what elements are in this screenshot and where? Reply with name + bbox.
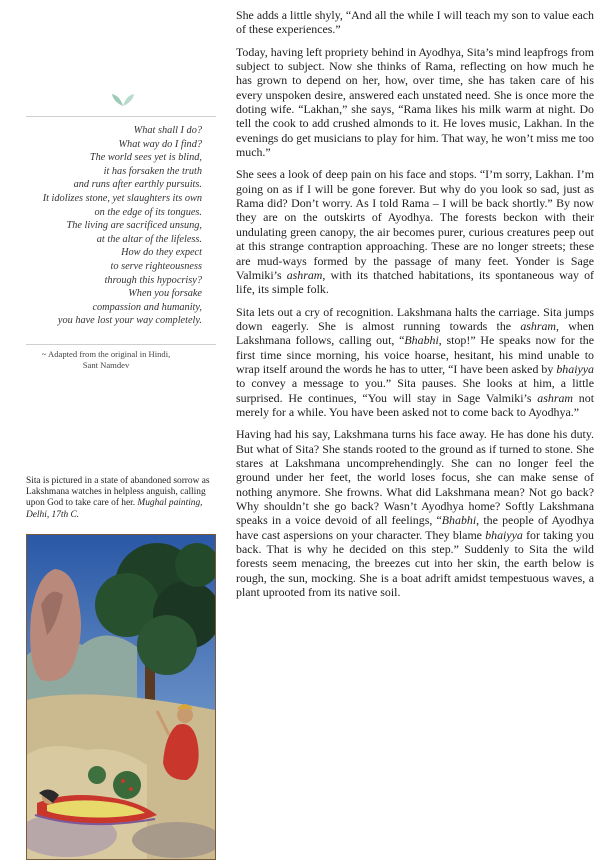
- italic-term: ashram: [286, 267, 323, 282]
- italic-term: bhaiyya: [556, 361, 594, 376]
- paragraph: [236, 8, 594, 37]
- poem-line: on the edge of its tongues.: [94, 206, 202, 218]
- poem-line: The world sees yet is blind,: [89, 152, 202, 164]
- poem-line: When you forsake: [128, 288, 202, 300]
- poem-top-rule: [26, 116, 216, 117]
- poem-line: What way do I find?: [118, 138, 202, 150]
- text-run: She adds a little shyly, “And all the while I will teach my son to value each of these experiences.”: [236, 8, 594, 37]
- image-caption: [26, 476, 216, 521]
- poem-line: and runs after earthly pursuits.: [73, 179, 202, 191]
- text-run: , when Lakshmana follows, calling out, “: [236, 318, 595, 348]
- poem: [26, 124, 202, 328]
- text-run: Today, having left propriety behind in Ayodhya, Sita’s mind leapfrogs from subject to subject. Now she thinks of Rama, reflecting on how much he has grown to depend on her, how, over time, she has taken care of his every unspoken desire, answered each unstated need. She is once more the doting wife. “Lakhan,” she says, “Rama likes his milk warm at night. Do tell the cook to add crushed almonds to it. He loves music, Lakhan. In the evenings do get musicians to play for him. That way, he won’t miss me too much.”: [236, 44, 594, 160]
- paragraph: [236, 427, 594, 599]
- attribution-line: ~ Adapted from the original in Hindi,: [41, 349, 171, 359]
- paragraph: [236, 167, 594, 296]
- poem-line: through this hypocrisy?: [104, 274, 202, 286]
- italic-term: bhaiyya: [485, 527, 523, 542]
- main-text: [236, 8, 594, 607]
- caption-text: Sita is pictured in a state of abandoned sorrow as Lakshmana watches in helpless anguish, calling upon God to take care of her.: [26, 476, 210, 509]
- poem-line: How do they expect: [121, 247, 202, 259]
- leaf-ornament-icon: [110, 92, 136, 108]
- poem-line: it has forsaken the truth: [103, 165, 202, 177]
- text-run: for taking you back. That is why he decided on this step.” Suddenly to Sita the wild forests seem menacing, the breezes cut into her skin, the earth below is rough, the sun, mocking. She is a boat adrift amidst tempestuous waves, a plant uprooted from its native soil.: [236, 527, 594, 600]
- poem-bottom-rule: [26, 344, 216, 345]
- paragraph: [236, 305, 594, 420]
- italic-term: ashram: [520, 318, 557, 333]
- italic-term: Bhabhi: [404, 333, 439, 348]
- paragraph: [236, 45, 594, 160]
- attribution-author: Sant Namdev: [82, 360, 130, 370]
- poem-line: What shall I do?: [133, 125, 202, 136]
- text-run: to convey a message to you.” Sita pauses. She looks at him, a little surprised. He continues, “You will stay in Sage Valmiki’s: [236, 376, 594, 405]
- italic-term: Bhabhi: [441, 513, 477, 528]
- text-run: , the people of Ayodhya have cast aspersions on your character. They blame: [236, 513, 594, 542]
- poem-line: you have lost your way completely.: [57, 315, 202, 327]
- text-run: She sees a look of deep pain on his face and stops. “I’m sorry, Lakhan. I’m going on as if I will be gone forever. But why do you look so sad, just as Rama did? Don’t worry. As I told Rama – I will be back shortly.” By now they are on the outskirts of Ayodhya. The forests beckon with their undulating green canopy, the air becomes purer, curious creatures peep out at this strange contraption approaching. These are no longer streets; these are mud-ways formed by the passage of many feet. Yonder is Sage Valmiki’s: [236, 167, 594, 282]
- poem-line: The living are sacrificed unsung,: [66, 220, 202, 232]
- poem-attribution: [26, 349, 186, 371]
- text-run: Sita lets out a cry of recognition. Lakshmana halts the carriage. Sita jumps down eagerly. She is almost running towards the: [236, 304, 594, 333]
- poem-line: compassion and humanity,: [92, 301, 202, 313]
- poem-line: It idolizes stone, yet slaughters its own: [42, 192, 202, 204]
- italic-term: ashram: [537, 390, 573, 405]
- text-run: , stop!” He speaks now for the first time since morning, his voice hoarse, hesitant, his mind unable to wrap itself around the words he has to utter, “I have been asked by: [236, 333, 594, 376]
- caption-source: Mughal painting, Delhi, 17th C.: [26, 498, 203, 520]
- poem-line: at the altar of the lifeless.: [96, 233, 202, 245]
- text-run: , with its thatched habitations, its spontaneous way of life, its simple folk.: [236, 267, 594, 297]
- text-run: not merely for a while. You have been asked not to come back to Ayodhya.”: [236, 390, 594, 419]
- text-run: Having had his say, Lakshmana turns his face away. He has done his duty. But what of Sita? She stands rooted to the ground as if turned to stone. She stares at Lakshmana uncomprehendingly. She can no longer feel the ground under her feet, the world loses focus, she can make sense of nothing anymore. She frowns. What did Lakshmana mean? Not go back? Why shouldn’t she go back? Wasn’t Ayodhya home? Softly Lakshmana speaks in a voice devoid of all feelings, “: [236, 427, 594, 528]
- painting-illustration: [27, 535, 215, 859]
- mughal-painting: [26, 534, 216, 860]
- poem-line: to serve righteousness: [110, 260, 202, 272]
